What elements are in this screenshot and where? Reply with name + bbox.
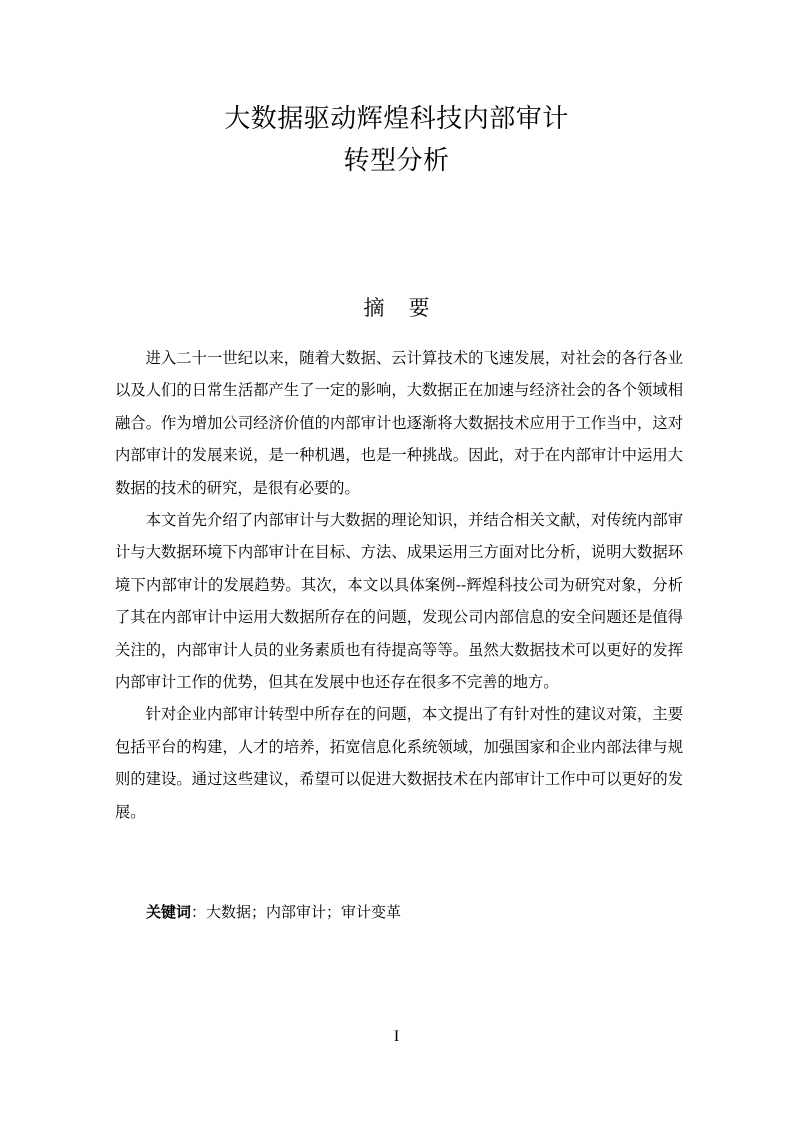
keywords-separator: ： (191, 903, 207, 921)
keywords-label: 关键词 (146, 903, 192, 921)
keywords-value: 大数据；内部审计；审计变革 (206, 903, 402, 921)
abstract-paragraph-1: 进入二十一世纪以来，随着大数据、云计算技术的飞速发展，对社会的各行各业以及人们的日常生活都产生了一定的影响，大数据正在加速与经济社会的各个领域相融合。作为增加公司经济价值的内部审计也逐渐将大数据技术应用于工作当中，这对内部审计的发展来说，是一种机遇，也是一种挑战。因此，对于在内部审计中运用大数据的技术的研究，是很有必要的。 (115, 349, 683, 497)
abstract-paragraph-3: 针对企业内部审计转型中所存在的问题，本文提出了有针对性的建议对策，主要包括平台的构建，人才的培养，拓宽信息化系统领域，加强国家和企业内部法律与规则的建设。通过这些建议，希望可以促进大数据技术在内部审计工作中可以更好的发展。 (115, 705, 683, 821)
abstract-paragraph-2: 本文首先介绍了内部审计与大数据的理论知识，并结合相关文献，对传统内部审计与大数据环境下内部审计在目标、方法、成果运用三方面对比分析，说明大数据环境下内部审计的发展趋势。其次，本文以具体案例--辉煌科技公司为研究对象，分析了其在内部审计中运用大数据所存在的问题，发现公司内部信息的安全问题还是值得关注的，内部审计人员的业务素质也有待提高等等。虽然大数据技术可以更好的发挥内部审计工作的优势，但其在发展中也还存在很多不完善的地方。 (115, 511, 683, 692)
page-number: I (393, 1028, 400, 1045)
document-title (0, 98, 793, 182)
title-line-2: 转型分析 (343, 146, 450, 176)
title-line-1: 大数据驱动辉煌科技内部审计 (224, 104, 569, 134)
abstract-body (115, 342, 683, 828)
abstract-heading: 摘要 (363, 296, 454, 320)
keywords-line (146, 897, 401, 927)
